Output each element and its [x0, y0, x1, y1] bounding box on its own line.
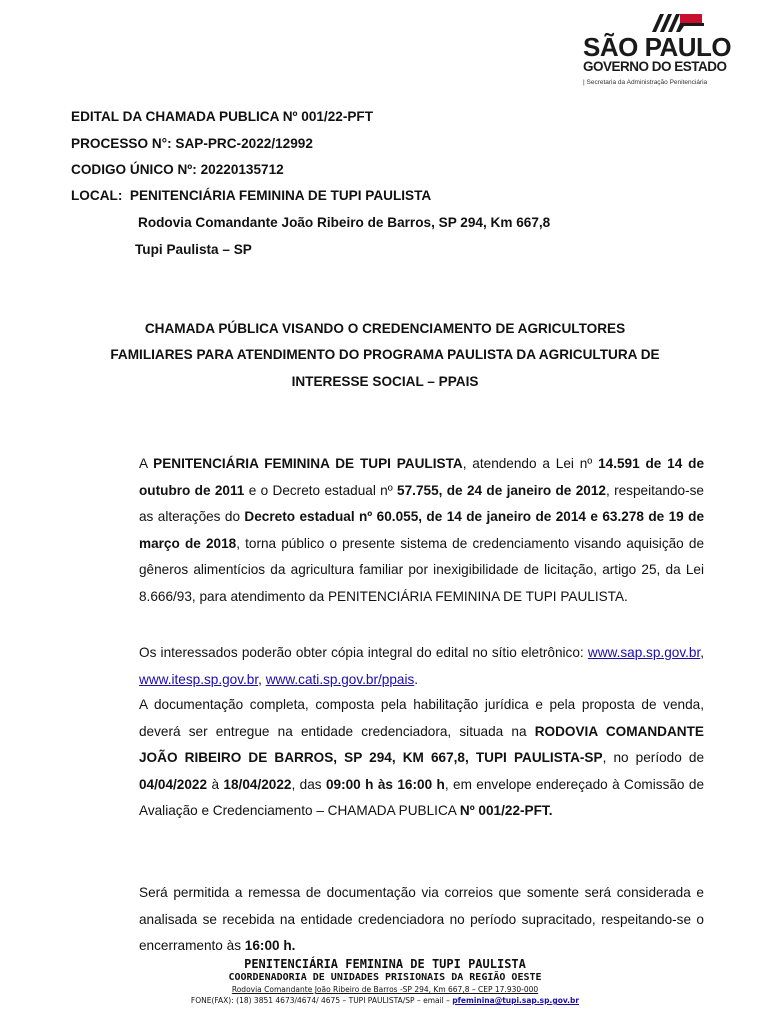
local-city: Tupi Paulista – SP [135, 242, 252, 257]
codigo-unico: CODIGO ÚNICO Nº: 20220135712 [71, 162, 284, 177]
local-name: PENITENCIÁRIA FEMININA DE TUPI PAULISTA [129, 188, 432, 203]
paragraph-mail: Será permitida a remessa de documentação via correios que somente será considerada e analisada se recebida na entidade credenciadora no período supracitado, respeitando-se o encerramento às 16:00 h. [139, 885, 704, 954]
footer-contact: FONE(FAX): (18) 3851 4673/4674/ 4675 – TUPI PAULISTA/SP – email – pfeminina@tupi.sap.sp.gov.br [190, 996, 580, 1005]
logo-secretaria: | Secretaria da Administração Penitenciária [583, 79, 708, 86]
footer-institution: PENITENCIÁRIA FEMININA DE TUPI PAULISTA [244, 957, 526, 971]
local-label: LOCAL: [71, 188, 123, 203]
title-line-3: INTERESSE SOCIAL – PPAIS [291, 374, 479, 389]
link-sap[interactable]: www.sap.sp.gov.br [587, 645, 701, 660]
footer-email-link[interactable]: pfeminina@tupi.sap.sp.gov.br [452, 996, 580, 1005]
logo-subtitle: GOVERNO DO ESTADO [583, 59, 727, 74]
edital-number: EDITAL DA CHAMADA PUBLICA Nº 001/22-PFT [71, 109, 374, 124]
paragraph-websites: Os interessados poderão obter cópia integral do edital no sítio eletrônico: www.sap.sp.gov.br, www.itesp.sp.gov.br, www.cati.sp.gov.br/ppais. [139, 645, 704, 687]
footer-coordination: COORDENADORIA DE UNIDADES PRISIONAIS DA REGIÃO OESTE [228, 972, 542, 983]
paragraph-delivery: A documentação completa, composta pela habilitação jurídica e pela proposta de venda, deverá ser entregue na entidade credenciadora, situada na RODOVIA COMANDANTE JOÃO RIBEIRO DE BARROS, SP 294, KM 667,8, TUPI PAULISTA-SP, no período de 04/04/2022 à 18/04/2022, das 09:00 h às 16:00 h, em envelope endereçado à Comissão de Avaliação e Credenciamento – CHAMADA PUBLICA Nº 001/22-PFT. [139, 697, 705, 819]
title-line-2: FAMILIARES PARA ATENDIMENTO DO PROGRAMA PAULISTA DA AGRICULTURA DE [110, 347, 660, 362]
footer-address: Rodovia Comandante João Ribeiro de Barros -SP 294, Km 667,8 – CEP 17.930-000 [231, 985, 539, 994]
title-line-1: CHAMADA PÚBLICA VISANDO O CREDENCIAMENTO DE AGRICULTORES [144, 321, 626, 336]
local-address: Rodovia Comandante João Ribeiro de Barros, SP 294, Km 667,8 [138, 215, 551, 230]
processo-number: PROCESSO N°: SAP-PRC-2022/12992 [71, 136, 313, 151]
link-cati[interactable]: www.cati.sp.gov.br/ppais [265, 671, 415, 687]
state-flag-icon [650, 12, 706, 34]
paragraph-intro: A PENITENCIÁRIA FEMININA DE TUPI PAULISTA, atendendo a Lei nº 14.591 de 14 de outubro de 2011 e o Decreto estadual nº 57.755, de 24 de janeiro de 2012, respeitando-se as alterações do Decreto estadual nº 60.055, de 14 de janeiro de 2014 e 63.278 de 19 de março de 2018, torna público o presente sistema de credenciamento visando aquisição de gêneros alimentícios da agricultura familiar por inexigibilidade de licitação, artigo 25, da Lei 8.666/93, para atendimento da PENITENCIÁRIA FEMININA DE TUPI PAULISTA. [139, 456, 705, 604]
local-line [71, 188, 431, 203]
sao-paulo-logo [580, 12, 760, 92]
logo-title: SÃO PAULO [583, 32, 732, 62]
link-itesp[interactable]: www.itesp.sp.gov.br [139, 671, 259, 687]
